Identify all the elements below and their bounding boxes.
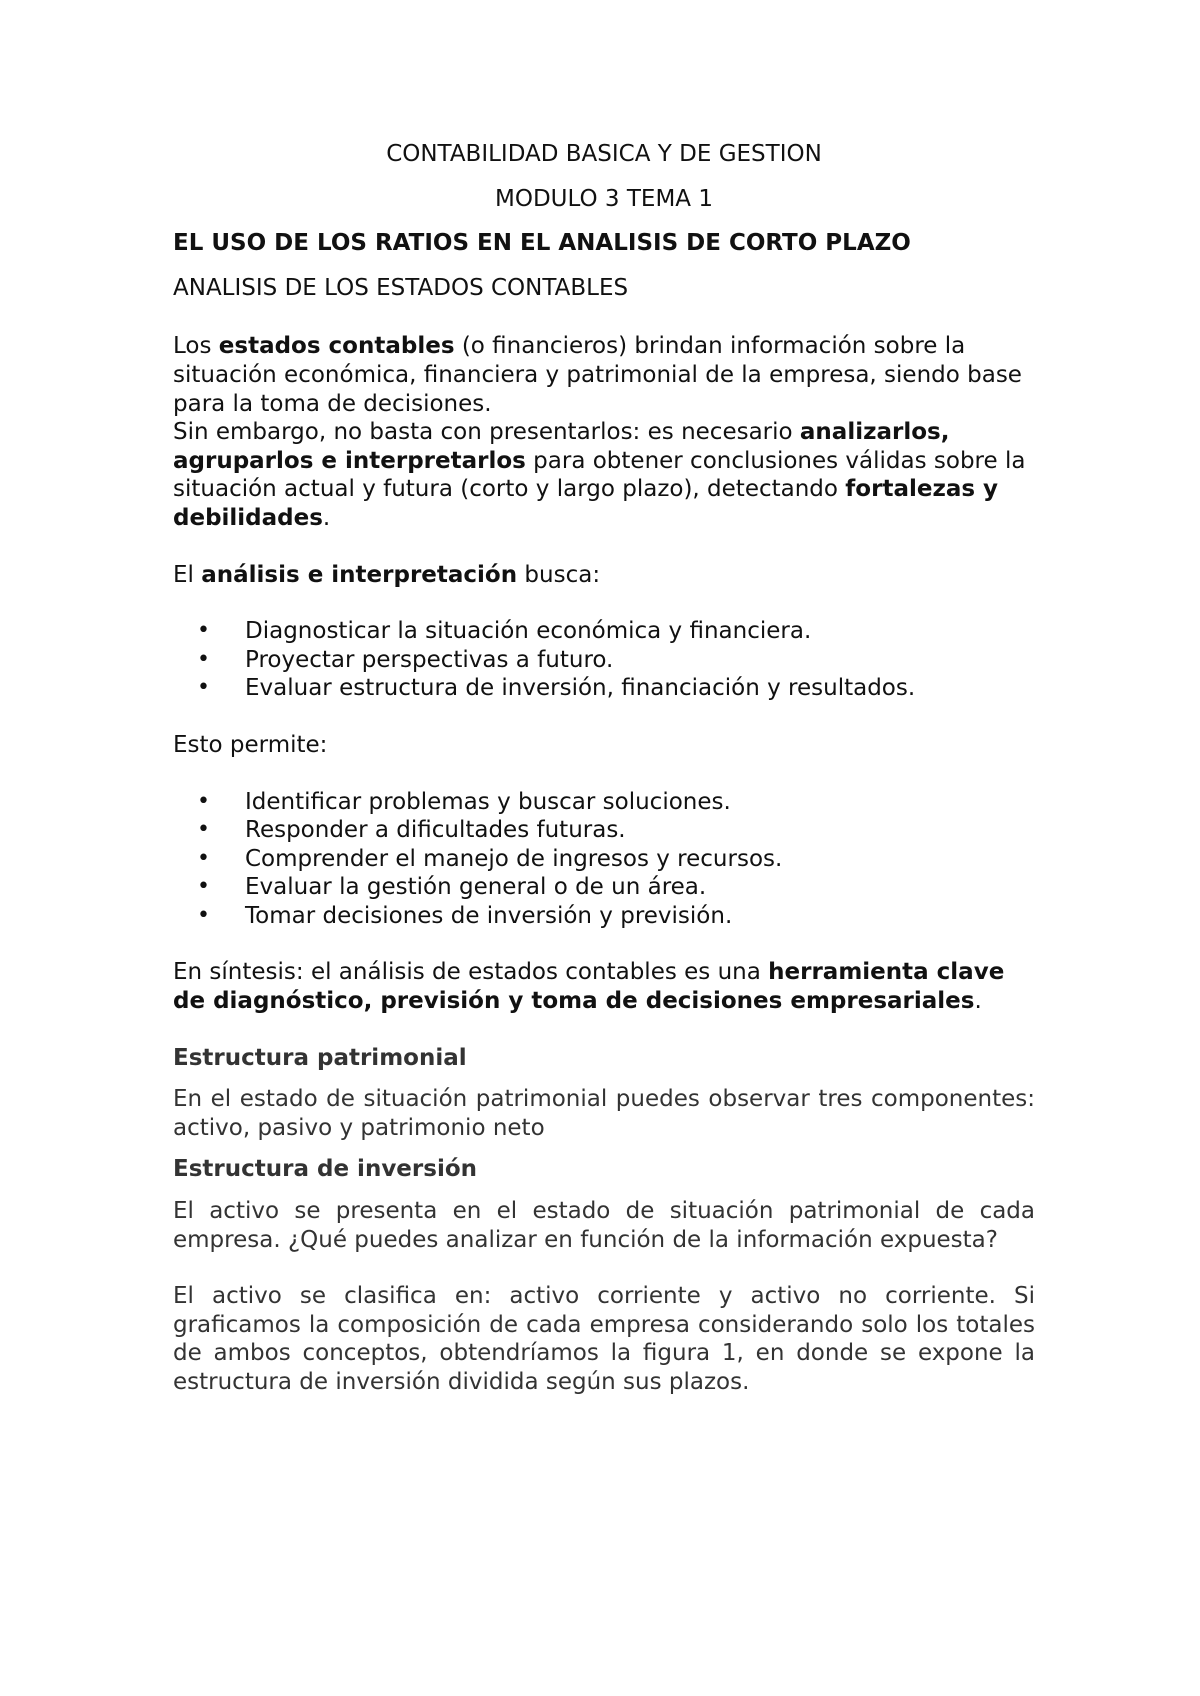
bold-text-run: analizarlos, agruparlos e interpretarlos <box>173 419 950 474</box>
bold-text-run: fortalezas y debilidades <box>173 476 999 531</box>
bold-text-run: estados contables <box>218 333 455 360</box>
estructura-patrimonial-title: Estructura patrimonial <box>173 1044 467 1071</box>
list-item: • Identificar problemas y buscar soluciones. <box>245 788 1035 817</box>
list-item: • Evaluar la gestión general o de un área. <box>245 873 1035 902</box>
synthesis-paragraph <box>173 958 1035 1015</box>
section-subheading: ANALISIS DE LOS ESTADOS CONTABLES <box>173 274 629 301</box>
module-label: MODULO 3 TEMA 1 <box>495 185 713 212</box>
intro-block <box>173 332 1035 532</box>
analysis-lead <box>173 561 1035 590</box>
intro-paragraph-1 <box>173 332 1035 418</box>
bold-text-run: herramienta clave de diagnóstico, previsión y toma de decisiones empresariales <box>173 959 1005 1015</box>
allows-lead: Esto permite: <box>173 731 328 758</box>
text-run: (o financieros) brindan información sobre la situación económica, financiera y patrimonial de la empresa, siendo base para la toma de decisiones. <box>173 333 1022 417</box>
text-run: El <box>173 561 202 588</box>
text-run: . <box>322 504 331 531</box>
list-item: • Tomar decisiones de inversión y previsión. <box>245 902 1035 931</box>
text-run: Sin embargo, no basta con presentarlos: es necesario <box>173 419 800 446</box>
estructura-patrimonial-text: En el estado de situación patrimonial puedes observar tres componentes: activo, pasivo y patrimonio neto <box>173 1086 1035 1141</box>
main-heading: EL USO DE LOS RATIOS EN EL ANALISIS DE CORTO PLAZO <box>173 230 911 257</box>
list-item: • Proyectar perspectivas a futuro. <box>245 646 1035 675</box>
course-title: CONTABILIDAD BASICA Y DE GESTION <box>386 141 822 167</box>
analysis-list <box>173 617 1035 703</box>
text-run: busca: <box>517 561 601 588</box>
document-page <box>173 140 1035 1397</box>
text-run: para obtener conclusiones válidas sobre la situación actual y futura (corto y largo plazo), detectando <box>173 447 1026 503</box>
list-item: • Comprender el manejo de ingresos y recursos. <box>245 845 1035 874</box>
estructura-inversion-paragraph-1: El activo se presenta en el estado de situación patrimonial de cada empresa. ¿Qué puedes analizar en función de la información expuesta? <box>173 1198 1035 1253</box>
list-item: • Evaluar estructura de inversión, financiación y resultados. <box>245 674 1035 703</box>
text-run: . <box>974 988 982 1015</box>
estructura-inversion-paragraph-2: El activo se clasifica en: activo corriente y activo no corriente. Si graficamos la composición de cada empresa considerando solo los totales de ambos conceptos, obtendríamos la figura 1, en donde se expone la estructura de inversión dividida según sus plazos. <box>173 1283 1035 1395</box>
list-item: • Responder a dificultades futuras. <box>245 816 1035 845</box>
text-run: Los <box>173 333 219 360</box>
intro-paragraph-2 <box>173 418 1035 532</box>
estructura-inversion-title: Estructura de inversión <box>173 1156 477 1183</box>
list-item: • Diagnosticar la situación económica y financiera. <box>245 617 1035 646</box>
allows-list <box>173 788 1035 931</box>
bold-text-run: análisis e interpretación <box>201 561 518 588</box>
text-run: En síntesis: el análisis de estados contables es una <box>173 959 769 986</box>
